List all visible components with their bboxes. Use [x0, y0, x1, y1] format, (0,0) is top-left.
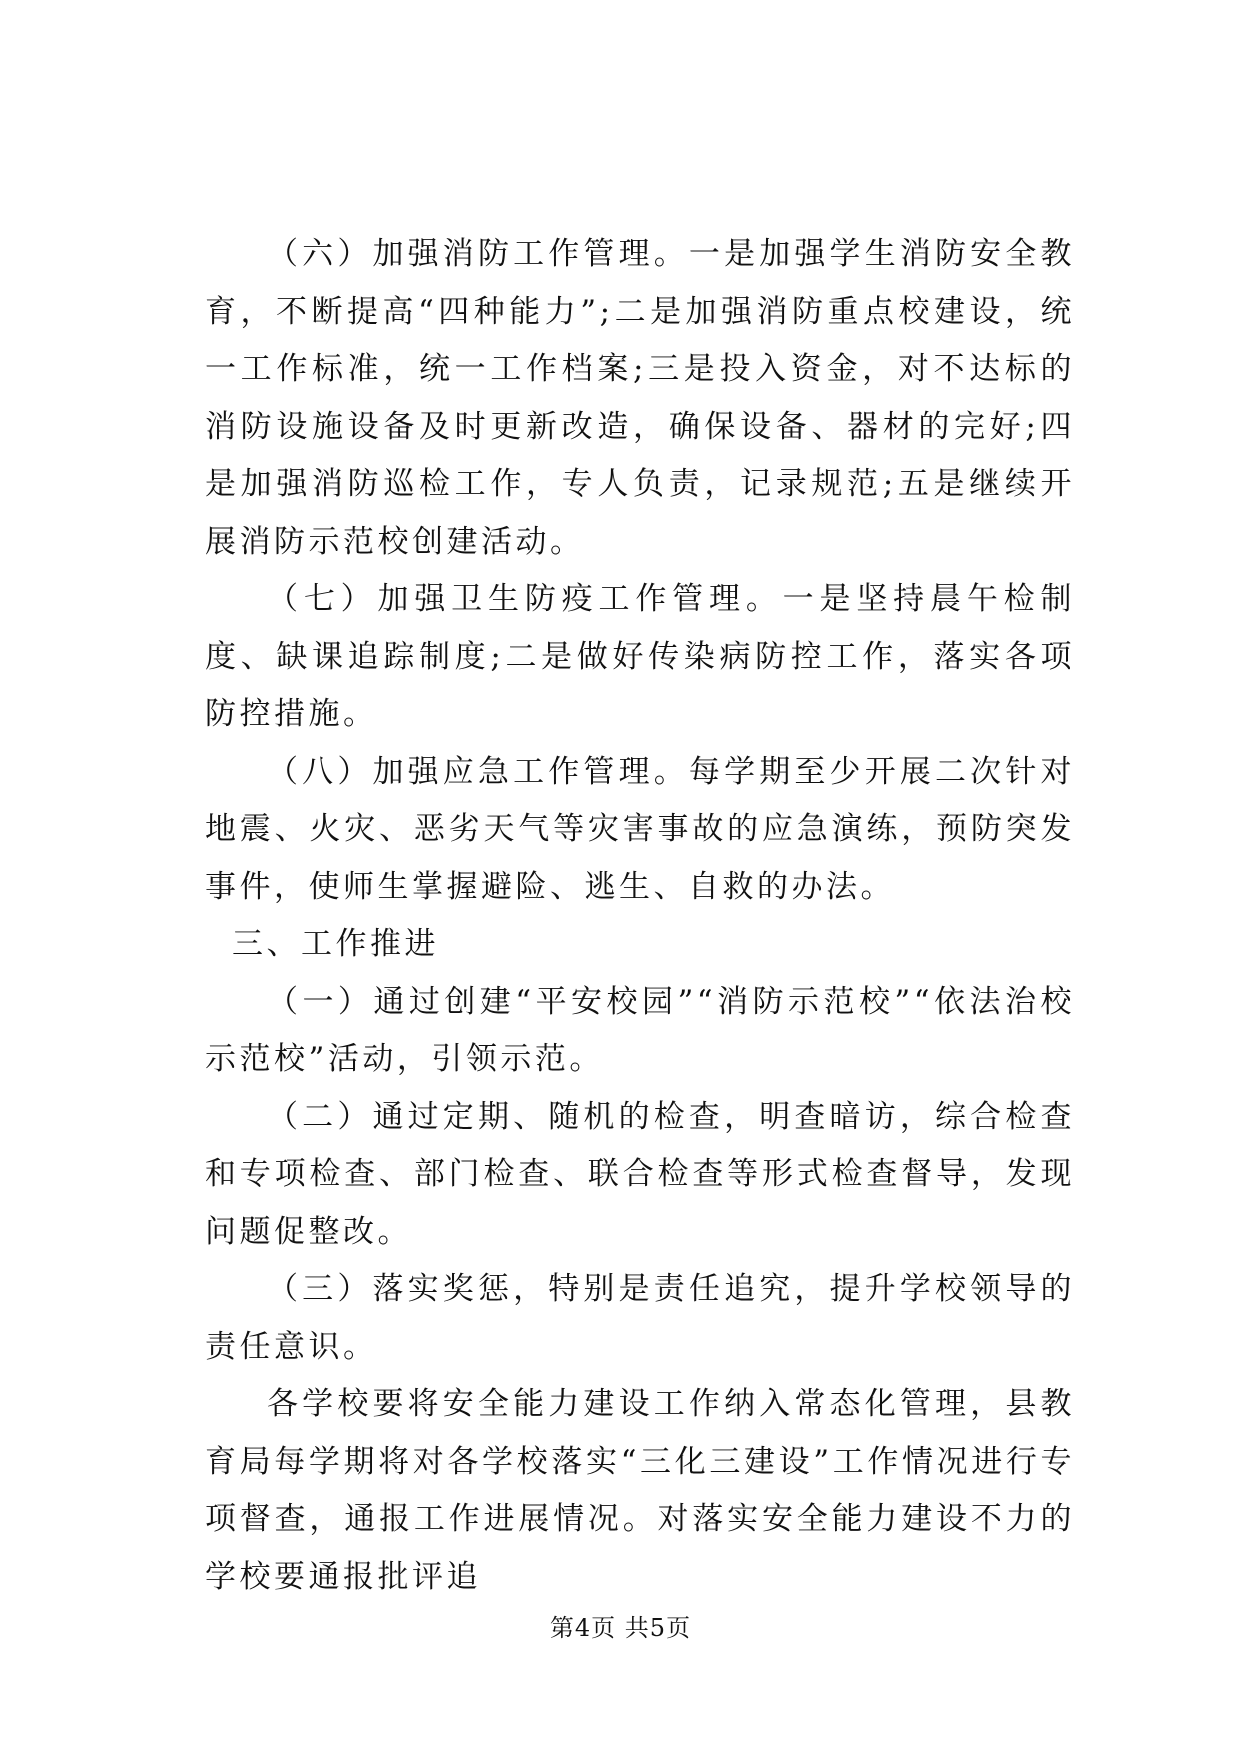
paragraph-closing: 各学校要将安全能力建设工作纳入常态化管理，县教育局每学期将对各学校落实“三化三建设”工作情况进行专项督查，通报工作进展情况。对落实安全能力建设不力的学校要通报批评追	[205, 1386, 1075, 1595]
section-heading-work-promotion: 三、工作推进	[232, 926, 439, 962]
paragraph-promotion-one: （一）通过创建“平安校园”“消防示范校”“依法治校示范校”活动，引领示范。	[205, 983, 1075, 1077]
paragraph-promotion-three: （三）落实奖惩，特别是责任追究，提升学校领导的责任意识。	[205, 1271, 1075, 1365]
paragraph-emergency: （八）加强应急工作管理。每学期至少开展二次针对地震、火灾、恶劣天气等灾害事故的应急演练，预防突发事件，使师生掌握避险、逃生、自救的办法。	[205, 753, 1075, 905]
paragraph-health-epidemic: （七）加强卫生防疫工作管理。一是坚持晨午检制度、缺课追踪制度;二是做好传染病防控工作，落实各项防控措施。	[205, 581, 1075, 732]
document-body	[205, 226, 1075, 1606]
page-footer: 第4页 共5页	[549, 1614, 692, 1642]
paragraph-fire-safety: （六）加强消防工作管理。一是加强学生消防安全教育，不断提高“四种能力”;二是加强消防重点校建设，统一工作标准，统一工作档案;三是投入资金，对不达标的消防设施设备及时更新改造，确保设备、器材的完好;四是加强消防巡检工作，专人负责，记录规范;五是继续开展消防示范校创建活动。	[205, 236, 1075, 560]
paragraph-promotion-two: （二）通过定期、随机的检查，明查暗访，综合检查和专项检查、部门检查、联合检查等形式检查督导，发现问题促整改。	[205, 1098, 1075, 1250]
